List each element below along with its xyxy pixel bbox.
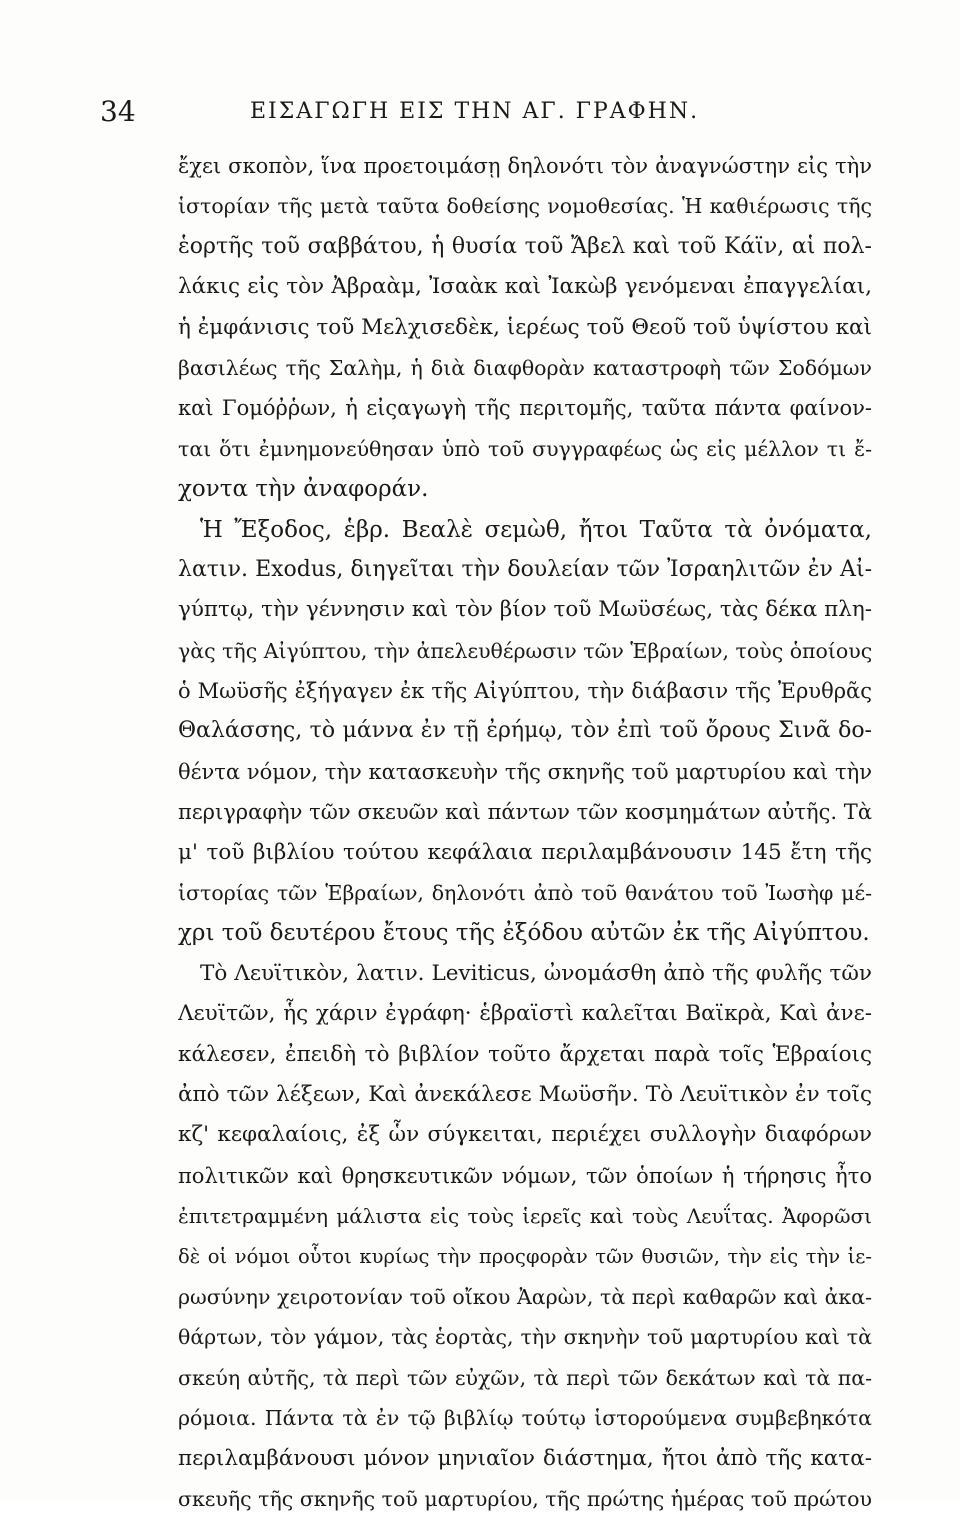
text-line: ἐπιτετραμμένη μάλιστα εἰς τοὺς ἱερεῖς καὶ τοὺς Λευΐτας. Ἀφορῶσι: [178, 1204, 872, 1229]
text-line: Τὸ Λευϊτικὸν, λατιν. Leviticus, ὠνομάσθη ἀπὸ τῆς φυλῆς τῶν: [200, 960, 872, 986]
text-line: ρωσύνην χειροτονίαν τοῦ οἴκου Ἀαρὼν, τὰ περὶ καθαρῶν καὶ ἀκα-: [178, 1284, 872, 1309]
text-line: λάκις εἰς τὸν Ἀβραὰμ, Ἰσαὰκ καὶ Ἰακὼβ γενόμεναι ἐπαγγελίαι,: [178, 274, 872, 300]
text-line: πολιτικῶν καὶ θρησκευτικῶν νόμων, τῶν ὁποίων ἡ τήρησις ἦτο: [178, 1163, 872, 1188]
page-number: 34: [100, 95, 136, 128]
text-line: περιγραφὴν τῶν σκευῶν καὶ πάντων τῶν κοσμημάτων αὐτῆς. Τὰ: [178, 800, 872, 825]
body-text: [178, 146, 872, 1519]
text-line: καὶ Γομόῤῥων, ἡ εἰςαγωγὴ τῆς περιτομῆς, ταῦτα πάντα φαίνον-: [178, 396, 872, 421]
text-line: θέντα νόμον, τὴν κατασκευὴν τῆς σκηνῆς τοῦ μαρτυρίου καὶ τὴν: [178, 759, 872, 784]
text-line: γύπτῳ, τὴν γέννησιν καὶ τὸν βίον τοῦ Μωϋσέως, τὰς δέκα πλη-: [178, 597, 872, 623]
text-line: βασιλέως τῆς Σαλὴμ, ἡ διὰ διαφθορὰν καταστροφὴ τῶν Σοδόμων: [178, 355, 872, 380]
text-line: ἑορτῆς τοῦ σαββάτου, ἡ θυσία τοῦ Ἄβελ καὶ τοῦ Κάϊν, αἱ πολ-: [178, 233, 872, 259]
text-line: περιλαμβάνουσι μόνον μηνιαῖον διάστημα, ἤτοι ἀπὸ τῆς κατα-: [178, 1445, 872, 1471]
page-header: [100, 95, 890, 135]
text-line: ἔχει σκοπὸν, ἵνα προετοιμάσῃ δηλονότι τὸν ἀναγνώστην εἰς τὴν: [178, 154, 872, 178]
text-line: λατιν. Exodus, διηγεῖται τὴν δουλείαν τῶν Ἰσραηλιτῶν ἐν Αἰ-: [178, 556, 872, 582]
text-line: χρι τοῦ δευτέρου ἔτους τῆς ἐξόδου αὐτῶν ἐκ τῆς Αἰγύπτου.: [178, 920, 870, 947]
text-line: γὰς τῆς Αἰγύπτου, τὴν ἀπελευθέρωσιν τῶν Ἑβραίων, τοὺς ὁποίους: [178, 638, 872, 663]
text-line: σκεύη αὐτῆς, τὰ περὶ τῶν εὐχῶν, τὰ περὶ τῶν δεκάτων καὶ τὰ πα-: [178, 1365, 872, 1390]
text-line: μ' τοῦ βιβλίου τούτου κεφάλαια περιλαμβάνουσιν 145 ἔτη τῆς: [178, 839, 872, 865]
text-line: κάλεσεν, ἐπειδὴ τὸ βιβλίον τοῦτο ἄρχεται παρὰ τοῖς Ἑβραίοις: [178, 1041, 872, 1067]
text-line: κζ' κεφαλαίοις, ἐξ ὧν σύγκειται, περιέχει συλλογὴν διαφόρων: [178, 1122, 872, 1148]
text-line: σκευῆς τῆς σκηνῆς τοῦ μαρτυρίου, τῆς πρώτης ἡμέρας τοῦ πρώτου: [178, 1486, 872, 1511]
text-line: δὲ οἱ νόμοι οὗτοι κυρίως τὴν προςφορὰν τῶν θυσιῶν, τὴν εἰς τὴν ἱε-: [178, 1244, 872, 1268]
text-line: Θαλάσσης, τὸ μάννα ἐν τῇ ἐρήμῳ, τὸν ἐπὶ τοῦ ὄρους Σινᾶ δο-: [178, 718, 872, 744]
text-line: ρόμοια. Πάντα τὰ ἐν τῷ βιβλίῳ τούτῳ ἱστορούμενα συμβεβηκότα: [178, 1406, 872, 1431]
text-line: ἡ ἐμφάνισις τοῦ Μελχισεδὲκ, ἱερέως τοῦ Θεοῦ τοῦ ὑψίστου καὶ: [178, 314, 872, 340]
text-line: ἀπὸ τῶν λέξεων, Καὶ ἀνεκάλεσε Μωϋσῆν. Τὸ Λευϊτικὸν ἐν τοῖς: [178, 1081, 872, 1107]
text-line: ἱστορίαν τῆς μετὰ ταῦτα δοθείσης νομοθεσίας. Ἡ καθιέρωσις τῆς: [178, 194, 872, 219]
text-line: ται ὅτι ἐμνημονεύθησαν ὑπὸ τοῦ συγγραφέως ὡς εἰς μέλλον τι ἔ-: [178, 436, 872, 461]
text-line: Ἡ Ἔξοδος, ἑβρ. Βεαλὲ σεμὼθ, ἤτοι Ταῦτα τὰ ὀνόματα,: [200, 516, 872, 543]
text-line: Λευϊτῶν, ἧς χάριν ἐγράφη· ἑβραϊστὶ καλεῖται Βαϊκρὰ, Καὶ ἀνε-: [178, 1001, 872, 1027]
text-line: χοντα τὴν ἀναφοράν.: [178, 476, 429, 503]
running-head: ΕΙΣΑΓΩΓΗ ΕΙΣ ΤΗΝ ΑΓ. ΓΡΑΦΗΝ.: [250, 99, 700, 124]
text-line: ὁ Μωϋσῆς ἐξήγαγεν ἐκ τῆς Αἰγύπτου, τὴν διάβασιν τῆς Ἐρυθρᾶς: [178, 679, 872, 704]
text-line: ἱστορίας τῶν Ἑβραίων, δηλονότι ἀπὸ τοῦ θανάτου τοῦ Ἰωσὴφ μέ-: [178, 881, 872, 906]
text-line: θάρτων, τὸν γάμον, τὰς ἑορτὰς, τὴν σκηνὴν τοῦ μαρτυρίου καὶ τὰ: [178, 1325, 872, 1350]
